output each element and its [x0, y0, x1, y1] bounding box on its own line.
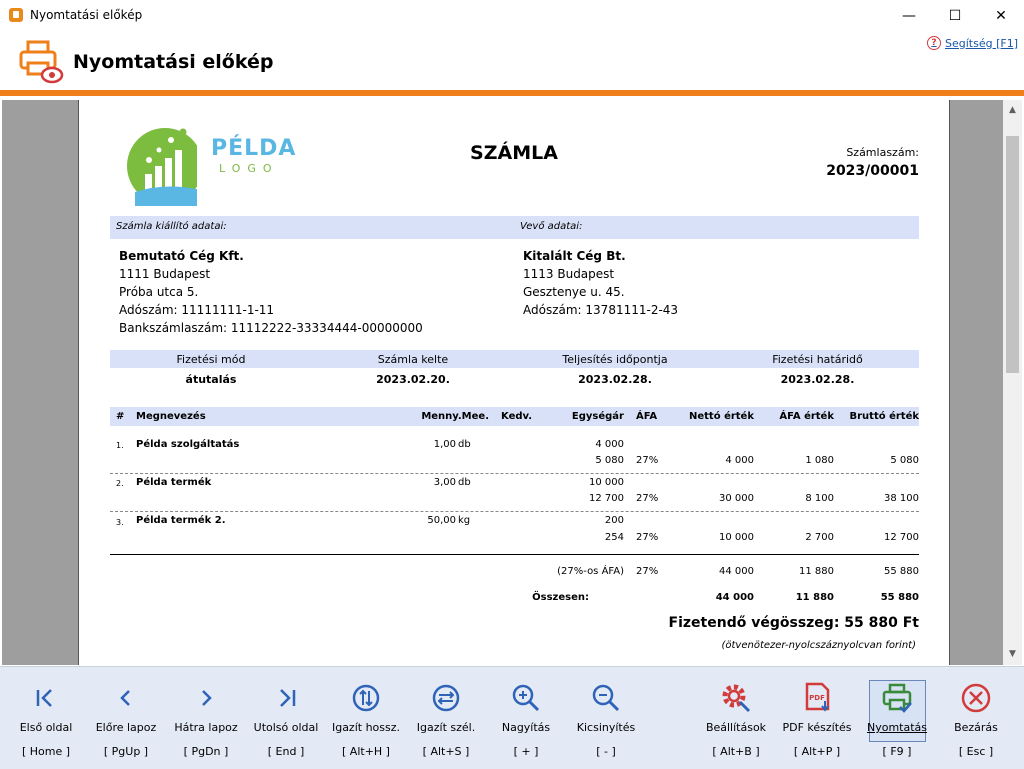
window-titlebar: [0, 0, 1024, 31]
help-label: Segítség [F1]: [945, 36, 1018, 50]
item-gross: 38 100: [884, 493, 919, 504]
last-page-icon: [269, 681, 303, 715]
item-vat-amount: 8 100: [805, 493, 834, 504]
zoom-out-icon: [589, 681, 623, 715]
item-gross: 5 080: [890, 455, 919, 466]
print-label: Nyomtatás: [866, 721, 928, 734]
fit-width-label: Igazít szél.: [416, 721, 476, 734]
totals-vat: 11 880: [795, 592, 834, 603]
item-net-price: 10 000: [589, 477, 624, 488]
totals-net: 44 000: [715, 592, 754, 603]
item-vat: 27%: [636, 493, 659, 504]
invoice-number: 2023/00001: [826, 163, 919, 179]
item-name: Példa termék: [136, 477, 212, 488]
item-gross: 12 700: [884, 532, 919, 543]
meta-header: Fizetési mód: [176, 353, 246, 366]
close-key: [ Esc ]: [958, 745, 994, 758]
chevron-right-icon: [189, 681, 223, 715]
zoom-in-button[interactable]: [490, 667, 562, 769]
last-page-label: Utolsó oldal: [253, 721, 319, 734]
fit-height-button[interactable]: [328, 667, 404, 769]
row-divider: [110, 511, 919, 512]
col-header-qty: Menny.Mee.: [421, 411, 489, 422]
zoom-out-key: [ - ]: [596, 745, 616, 758]
vat-summary-vat: 11 880: [799, 566, 834, 577]
col-header-gross: Bruttó érték: [849, 411, 919, 422]
buyer-line: Gesztenye u. 45.: [523, 285, 625, 299]
totals-gross: 55 880: [880, 592, 919, 603]
parties-header-band: [110, 216, 919, 239]
buyer-line: Adószám: 13781111-2-43: [523, 303, 679, 317]
last-page-button[interactable]: [250, 667, 322, 769]
payable-in-words: (ötvenötezer-nyolcszáznyolcvan forint): [721, 640, 916, 651]
issuer-line: Próba utca 5.: [119, 285, 199, 299]
issuer-name: Bemutató Cég Kft.: [119, 249, 244, 263]
item-no: 3.: [116, 518, 124, 527]
printer-check-icon: [880, 681, 914, 715]
fulfillment-date: 2023.02.28.: [578, 373, 652, 386]
item-vat-amount: 2 700: [805, 532, 834, 543]
col-header-vat: ÁFA: [636, 411, 658, 422]
next-page-key: [ PgDn ]: [183, 745, 229, 758]
bottom-toolbar: [0, 666, 1024, 769]
item-unit: db: [458, 477, 471, 488]
zoom-in-icon: [509, 681, 543, 715]
issuer-line: Bankszámlaszám: 11112222-33334444-00000000: [119, 321, 423, 335]
invoice-page: [78, 100, 950, 665]
item-vat: 27%: [636, 532, 659, 543]
fit-width-key: [ Alt+S ]: [422, 745, 470, 758]
accent-bar: [0, 90, 1024, 96]
due-date: 2023.02.28.: [780, 373, 855, 386]
issuer-line: Adószám: 11111111-1-11: [119, 303, 275, 317]
invoice-title: SZÁMLA: [470, 142, 558, 164]
item-unit: kg: [458, 515, 471, 526]
payment-method: átutalás: [185, 373, 237, 386]
minimize-button[interactable]: —: [902, 7, 916, 24]
first-page-button[interactable]: [10, 667, 82, 769]
help-link[interactable]: [927, 36, 1018, 50]
fit-height-icon: [349, 681, 383, 715]
item-net-price: 200: [604, 515, 624, 526]
fit-width-icon: [429, 681, 463, 715]
vat-summary-label: (27%-os ÁFA): [557, 566, 624, 577]
close-window-button[interactable]: ✕: [995, 7, 1007, 24]
item-vat-amount: 1 080: [805, 455, 834, 466]
help-icon: ?: [927, 36, 941, 50]
item-qty: 3,00: [433, 477, 456, 488]
issuer-line: 1111 Budapest: [119, 267, 211, 281]
item-vat: 27%: [636, 455, 659, 466]
buyer-label: Vevő adatai:: [520, 221, 583, 232]
fit-width-button[interactable]: [408, 667, 484, 769]
logo-icon: [127, 124, 197, 206]
settings-button[interactable]: [700, 667, 772, 769]
item-name: Példa termék 2.: [136, 515, 226, 526]
fit-height-key: [ Alt+H ]: [342, 745, 390, 758]
gear-icon: [719, 681, 753, 715]
scroll-up-icon[interactable]: ▲: [1009, 105, 1016, 115]
pdf-file-icon: [800, 681, 834, 715]
invoice-number-label: Számlaszám:: [846, 146, 919, 159]
item-gross-price: 254: [604, 532, 624, 543]
issuer-label: Számla kiállító adatai:: [116, 221, 227, 232]
pdf-icon-text: PDF: [809, 694, 825, 702]
chevron-left-icon: [109, 681, 143, 715]
close-label: Bezárás: [954, 721, 998, 734]
window-title: Nyomtatási előkép: [30, 8, 143, 22]
next-page-label: Hátra lapoz: [174, 721, 238, 734]
item-net: 10 000: [719, 532, 754, 543]
item-gross-price: 12 700: [589, 493, 624, 504]
maximize-button[interactable]: ☐: [948, 7, 962, 24]
item-net-price: 4 000: [595, 439, 624, 450]
row-divider: [110, 473, 919, 474]
last-page-key: [ End ]: [267, 745, 305, 758]
zoom-out-label: Kicsinyítés: [576, 721, 636, 734]
item-unit: db: [458, 439, 471, 450]
scroll-thumb[interactable]: [1006, 136, 1019, 373]
vat-summary-gross: 55 880: [884, 566, 919, 577]
buyer-line: 1113 Budapest: [523, 267, 615, 281]
item-gross-price: 5 080: [595, 455, 624, 466]
item-no: 2.: [116, 479, 124, 488]
prev-page-button[interactable]: [90, 667, 162, 769]
col-header-net: Nettó érték: [689, 411, 754, 422]
settings-label: Beállítások: [705, 721, 767, 734]
pdf-export-label: PDF készítés: [782, 721, 852, 734]
item-qty: 1,00: [433, 439, 456, 450]
meta-header: Teljesítés időpontja: [562, 353, 668, 366]
first-page-label: Első oldal: [19, 721, 73, 734]
logo-text: PÉLDA: [211, 136, 297, 161]
header: [0, 31, 1024, 90]
item-qty: 50,00: [427, 515, 456, 526]
col-header-name: Megnevezés: [136, 411, 206, 422]
print-key: [ F9 ]: [882, 745, 912, 758]
close-button[interactable]: [940, 667, 1012, 769]
first-page-icon: [29, 681, 63, 715]
pdf-export-button[interactable]: [778, 667, 856, 769]
col-header-unit-price: Egységár: [571, 411, 624, 422]
buyer-name: Kitalált Cég Bt.: [523, 249, 626, 263]
logo-subtext: LOGO: [219, 162, 279, 175]
app-icon: [9, 8, 23, 22]
zoom-in-label: Nagyítás: [501, 721, 551, 734]
invoice-date: 2023.02.20.: [376, 373, 450, 386]
settings-key: [ Alt+B ]: [712, 745, 760, 758]
prev-page-key: [ PgUp ]: [103, 745, 149, 758]
zoom-in-key: [ + ]: [513, 745, 539, 758]
totals-label: Összesen:: [532, 592, 589, 603]
zoom-out-button[interactable]: [570, 667, 642, 769]
next-page-button[interactable]: [170, 667, 242, 769]
vertical-scrollbar[interactable]: [1003, 100, 1022, 665]
payable-total: Fizetendő végösszeg: 55 880 Ft: [668, 615, 919, 631]
first-page-key: [ Home ]: [21, 745, 71, 758]
vat-summary-net: 44 000: [719, 566, 754, 577]
print-button[interactable]: [862, 667, 932, 769]
meta-header: Fizetési határidő: [772, 353, 863, 366]
item-net: 30 000: [719, 493, 754, 504]
col-header-vat-amount: ÁFA érték: [779, 411, 834, 422]
printer-preview-icon: [18, 39, 64, 85]
col-header-discount: Kedv.: [501, 411, 533, 422]
fit-height-label: Igazít hossz.: [331, 721, 401, 734]
preview-area[interactable]: [2, 100, 1003, 665]
pdf-export-key: [ Alt+P ]: [793, 745, 841, 758]
vat-summary-rate: 27%: [636, 566, 659, 577]
prev-page-label: Előre lapoz: [95, 721, 157, 734]
item-name: Példa szolgáltatás: [136, 439, 240, 450]
close-circle-icon: [959, 681, 993, 715]
col-header-no: #: [116, 411, 125, 422]
item-no: 1.: [116, 441, 124, 450]
item-net: 4 000: [725, 455, 754, 466]
page-title: Nyomtatási előkép: [73, 51, 274, 73]
meta-header: Számla kelte: [377, 353, 449, 366]
table-end-line: [110, 554, 919, 555]
scroll-down-icon[interactable]: ▼: [1009, 649, 1016, 659]
